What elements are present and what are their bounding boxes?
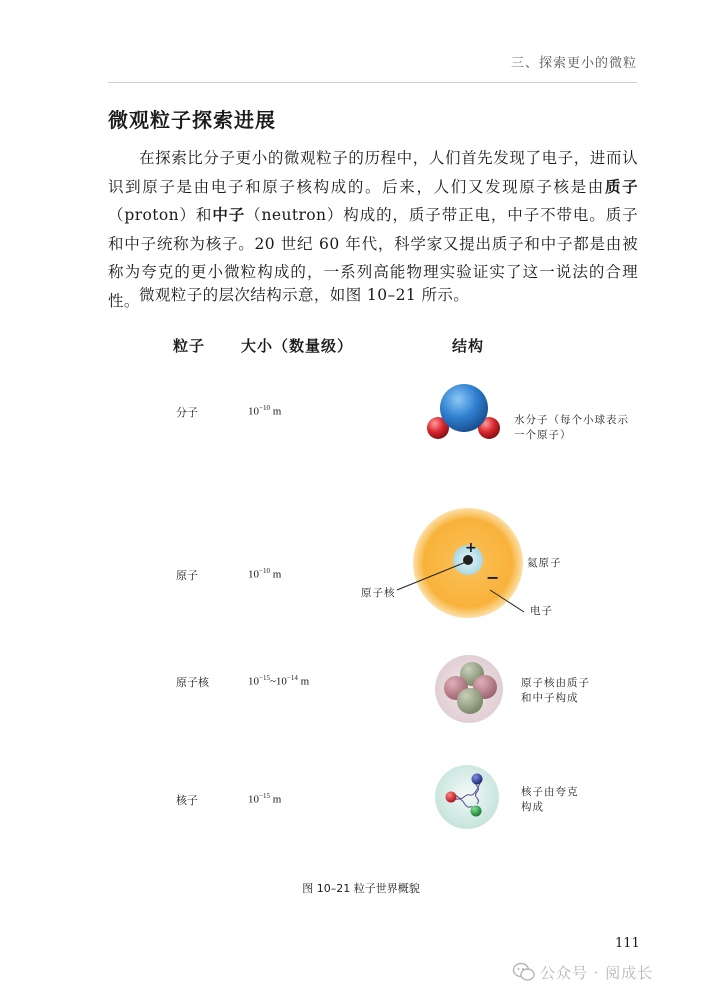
- row-size-nucleon: $10^{-15}$ m: [248, 792, 282, 806]
- watermark: 公众号 · 阅成长: [540, 964, 654, 982]
- page-number: 111: [615, 936, 640, 951]
- nucleus-structure-label: 原子核由质子 和中子构成: [521, 677, 590, 704]
- term-proton: 质子: [604, 177, 638, 196]
- column-header-particle: 粒子: [173, 337, 206, 355]
- chapter-header: 三、探索更小的微粒: [510, 56, 637, 71]
- nucleon-structure-label: 核子由夸克 构成: [521, 786, 579, 813]
- column-header-size: 大小（数量级）: [241, 337, 354, 355]
- paragraph-text: （neutron）构成的，质子带正电，中子不带电。质子和中子统称为核子。20 世纪 60 年代，科学家又提出质子和中子都是由被称为夸克的更小微粒构成的，一系列高能物理实验证实了这一说法的合理性。: [108, 206, 638, 310]
- nucleon-quarks-icon: [433, 763, 501, 831]
- plus-charge: +: [465, 540, 477, 556]
- helium-nucleus-icon: [434, 654, 504, 724]
- wechat-icon: [513, 962, 535, 982]
- figure-caption: 图 10–21 粒子世界概貌: [302, 882, 420, 895]
- row-size-nucleus: $10^{-15}\sim 10^{-14}$ m: [248, 674, 310, 688]
- paragraph-text: 在探索比分子更小的微观粒子的历程中，人们首先发现了电子，进而认识到原子是由电子和原子核构成的。后来，人们又发现原子核是由: [108, 149, 638, 196]
- section-title: 微观粒子探索进展: [108, 108, 276, 132]
- helium-atom-label: 氦原子: [527, 557, 562, 569]
- water-molecule-label: 水分子（每个小球表示 一个原子）: [514, 414, 629, 441]
- row-size-atom: $10^{-10}$ m: [248, 567, 282, 581]
- nucleus-label: 原子核: [361, 587, 396, 599]
- row-name-molecule: 分子: [176, 406, 198, 419]
- row-name-nucleon: 核子: [176, 794, 198, 807]
- column-header-structure: 结构: [452, 337, 485, 355]
- figure-intro-paragraph: 微观粒子的层次结构示意，如图 10–21 所示。: [139, 286, 470, 304]
- term-neutron: 中子: [212, 206, 246, 224]
- row-name-nucleus: 原子核: [176, 676, 209, 689]
- electron-label: 电子: [530, 605, 553, 617]
- minus-charge: −: [486, 568, 500, 587]
- paragraph-text: （proton）和: [108, 206, 213, 224]
- row-size-molecule: $10^{-10}$ m: [248, 404, 282, 418]
- row-name-atom: 原子: [176, 569, 198, 582]
